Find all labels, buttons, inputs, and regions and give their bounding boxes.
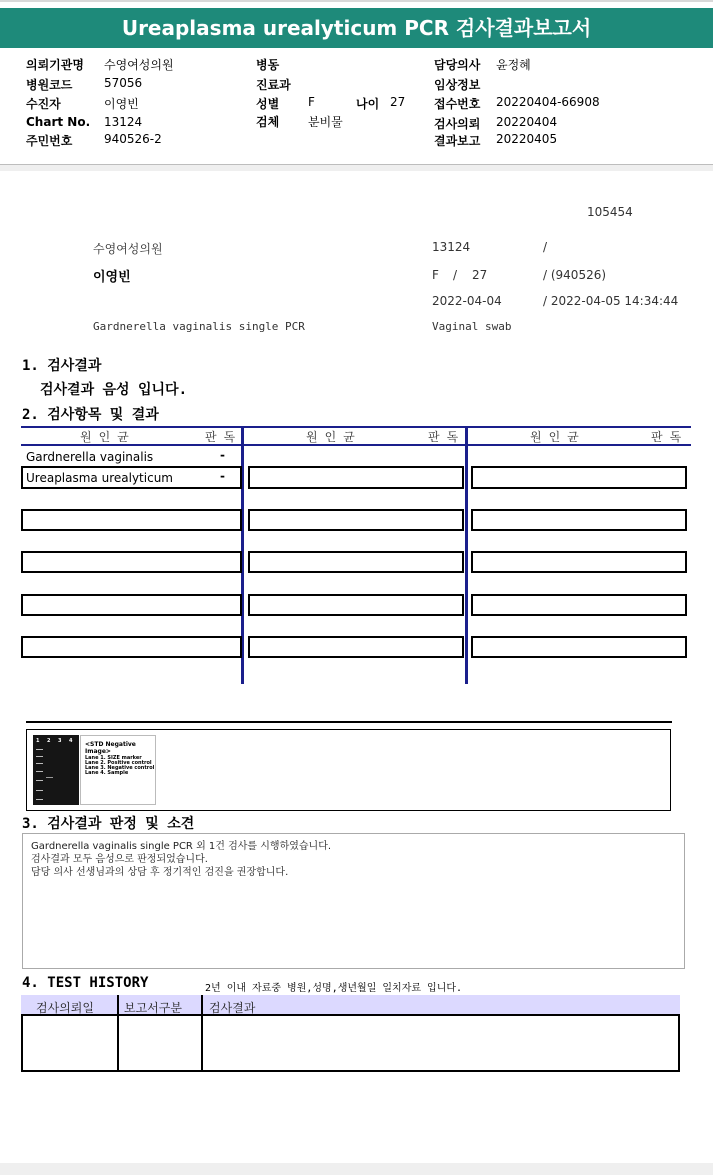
gel-band <box>36 771 43 772</box>
empty-result-box <box>471 509 687 531</box>
info-test-name: Gardnerella vaginalis single PCR <box>93 320 305 333</box>
section2-title: 2. 검사항목 및 결과 <box>22 407 159 423</box>
section1-result-text: 검사결과 음성 입니다. <box>40 382 188 398</box>
col-header-organism-2: 원인균 <box>306 430 362 444</box>
info-sex: F <box>432 268 439 282</box>
bottom-band <box>0 1163 713 1175</box>
label-clinical-info: 임상정보 <box>434 78 481 92</box>
label-age: 나이 <box>356 97 380 111</box>
col-header-organism-1: 원인균 <box>80 430 136 444</box>
gel-legend-line: Lane 4. Sample <box>85 770 129 776</box>
section4-title: 4. TEST HISTORY <box>22 975 149 991</box>
gel-legend-line: Lane 2. Positive control <box>85 760 152 766</box>
top-divider <box>0 0 713 2</box>
history-header-report-type: 보고서구분 <box>124 1001 182 1015</box>
gel-electrophoresis-image <box>33 735 79 805</box>
value-report-date: 20220405 <box>496 132 558 146</box>
opinion-line: Gardnerella vaginalis single PCR 외 1건 검사를 시행하였습니다. <box>31 841 332 852</box>
result-organism-gardnerella: Gardnerella vaginalis <box>26 450 154 464</box>
value-hospital-code: 57056 <box>104 76 143 90</box>
empty-result-box <box>21 594 242 616</box>
label-hospital-code: 병원코드 <box>26 78 73 92</box>
label-resident-number: 주민번호 <box>26 134 73 148</box>
empty-result-box <box>248 636 464 658</box>
value-accession-no: 20220404-66908 <box>496 95 600 109</box>
empty-result-box <box>21 551 242 573</box>
label-report-date: 결과보고 <box>434 134 481 148</box>
empty-result-box <box>471 466 687 489</box>
result-value-gardnerella: - <box>220 448 225 462</box>
col-header-result-1: 판독 <box>205 430 243 444</box>
value-resident-number: 940526-2 <box>104 132 162 146</box>
gel-band <box>36 790 43 791</box>
label-request-date: 검사의뢰 <box>434 117 481 131</box>
col-header-organism-3: 원인균 <box>530 430 586 444</box>
opinion-box <box>22 833 685 969</box>
info-separator: / <box>543 240 548 254</box>
result-organism-ureaplasma: Ureaplasma urealyticum <box>26 471 173 485</box>
empty-result-box <box>21 636 242 658</box>
info-date: 2022-04-04 <box>432 294 502 308</box>
gel-band <box>36 799 43 800</box>
section1-title: 1. 검사결과 <box>22 358 102 374</box>
info-clinic: 수영여성의원 <box>93 242 163 256</box>
gel-legend-line: Lane 1. SIZE marker <box>85 755 142 761</box>
gel-lane-label: 2 <box>47 738 51 744</box>
history-col-divider <box>117 995 119 1072</box>
table-column-divider-2 <box>465 426 468 684</box>
empty-result-box <box>21 509 242 531</box>
value-sex: F <box>308 95 315 109</box>
empty-result-box <box>248 509 464 531</box>
label-ward: 병동 <box>256 58 280 72</box>
opinion-line: 담당 의사 선생님과의 상담 후 정기적인 검진을 권장합니다. <box>31 867 289 878</box>
history-header-result: 검사결과 <box>209 1001 256 1015</box>
info-specimen: Vaginal swab <box>432 320 512 333</box>
gel-band <box>36 763 43 764</box>
value-patient: 이영빈 <box>104 97 139 111</box>
gel-band <box>36 780 43 781</box>
gel-legend-panel <box>80 735 156 805</box>
gel-lane-label: 3 <box>58 738 62 744</box>
value-chart-no: 13124 <box>104 115 143 129</box>
info-age: 27 <box>472 268 488 282</box>
col-header-result-2: 판독 <box>428 430 466 444</box>
report-number: 105454 <box>587 205 633 219</box>
label-physician: 담당의사 <box>434 58 481 72</box>
label-accession-no: 접수번호 <box>434 97 481 111</box>
image-section-rule <box>26 721 672 723</box>
info-patient-name: 이영빈 <box>93 270 131 285</box>
value-physician: 윤정혜 <box>496 58 531 72</box>
empty-result-box <box>248 594 464 616</box>
label-chart-no: Chart No. <box>26 115 91 129</box>
gel-band <box>36 756 43 757</box>
gel-band <box>46 777 53 778</box>
empty-result-box <box>471 551 687 573</box>
empty-result-box <box>471 636 687 658</box>
gel-band <box>36 749 43 750</box>
gel-legend-title: <STD Negative Image> <box>85 741 136 755</box>
info-sex-separator: / <box>453 268 458 282</box>
history-table-header <box>21 995 680 1016</box>
opinion-line: 검사결과 모두 음성으로 판정되었습니다. <box>31 854 208 865</box>
label-specimen: 검체 <box>256 115 280 129</box>
value-age: 27 <box>390 95 406 109</box>
value-request-date: 20220404 <box>496 115 558 129</box>
empty-result-box <box>248 466 464 489</box>
result-value-ureaplasma: - <box>220 469 225 483</box>
gel-lane-label: 1 <box>36 738 40 744</box>
gel-lane-label: 4 <box>69 738 73 744</box>
info-birth: / (940526) <box>543 268 607 282</box>
label-patient: 수진자 <box>26 97 61 111</box>
history-note: 2년 이내 자료중 병원,성명,생년월일 일치자료 입니다. <box>205 983 463 994</box>
report-title: Ureaplasma urealyticum PCR 검사결과보고서 <box>0 8 713 48</box>
label-department: 진료과 <box>256 78 291 92</box>
history-header-request-date: 검사의뢰일 <box>36 1001 94 1015</box>
gel-legend-line: Lane 3. Negative control <box>85 765 155 771</box>
label-sex: 성별 <box>256 97 280 111</box>
empty-result-box <box>471 594 687 616</box>
label-referring-institution: 의뢰기관명 <box>26 58 84 72</box>
col-header-result-3: 판독 <box>651 430 689 444</box>
section3-title: 3. 검사결과 판정 및 소견 <box>22 816 195 832</box>
empty-result-box <box>248 551 464 573</box>
value-referring-institution: 수영여성의원 <box>104 58 174 72</box>
info-report-time: / 2022-04-05 14:34:44 <box>543 294 679 308</box>
section-divider <box>0 165 713 171</box>
value-specimen: 분비물 <box>308 115 343 129</box>
info-chart: 13124 <box>432 240 471 254</box>
history-col-divider <box>201 995 203 1072</box>
